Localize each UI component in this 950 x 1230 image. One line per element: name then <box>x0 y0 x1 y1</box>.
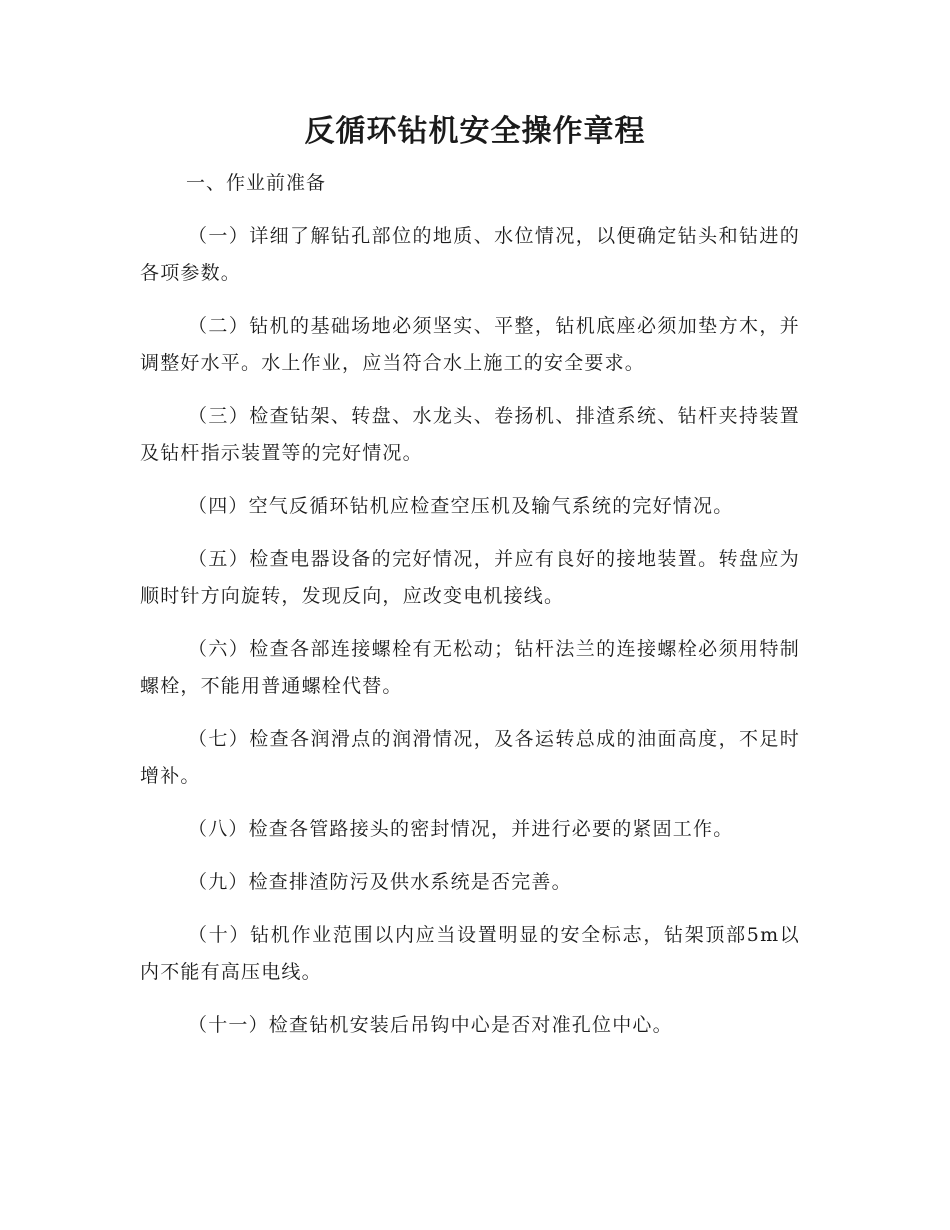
paragraph-4: （四）空气反循环钻机应检查空压机及输气系统的完好情况。 <box>188 495 734 517</box>
section-heading: 一、作业前准备 <box>186 172 327 194</box>
paragraph-5: （五）检查电器设备的完好情况，并应有良好的接地装置。转盘应为顺时针方向旋转，发现反向，应改变电机接线。 <box>140 548 800 607</box>
paragraph-11: （十一）检查钻机安装后吊钩中心是否对准孔位中心。 <box>188 1014 673 1036</box>
document-title: 反循环钻机安全操作章程 <box>304 114 646 149</box>
paragraph-2: （二）钻机的基础场地必须坚实、平整，钻机底座必须加垫方木，并调整好水平。水上作业，应当符合水上施工的安全要求。 <box>140 315 800 374</box>
paragraph-3: （三）检查钻架、转盘、水龙头、卷扬机、排渣系统、钻杆夹持装置及钻杆指示装置等的完好情况。 <box>140 405 800 464</box>
paragraph-7: （七）检查各润滑点的润滑情况，及各运转总成的油面高度，不足时增补。 <box>140 728 800 787</box>
document-body <box>140 218 800 1060</box>
paragraph-9: （九）检查排渣防污及供水系统是否完善。 <box>188 871 572 893</box>
paragraph-6: （六）检查各部连接螺栓有无松动；钻杆法兰的连接螺栓必须用特制螺栓，不能用普通螺栓代替。 <box>140 638 800 697</box>
paragraph-8: （八）检查各管路接头的密封情况，并进行必要的紧固工作。 <box>188 818 734 840</box>
paragraph-10: （十）钻机作业范围以内应当设置明显的安全标志，钻架顶部5m以内不能有高压电线。 <box>140 924 800 983</box>
paragraph-1: （一）详细了解钻孔部位的地质、水位情况，以便确定钻头和钻进的各项参数。 <box>140 225 800 284</box>
